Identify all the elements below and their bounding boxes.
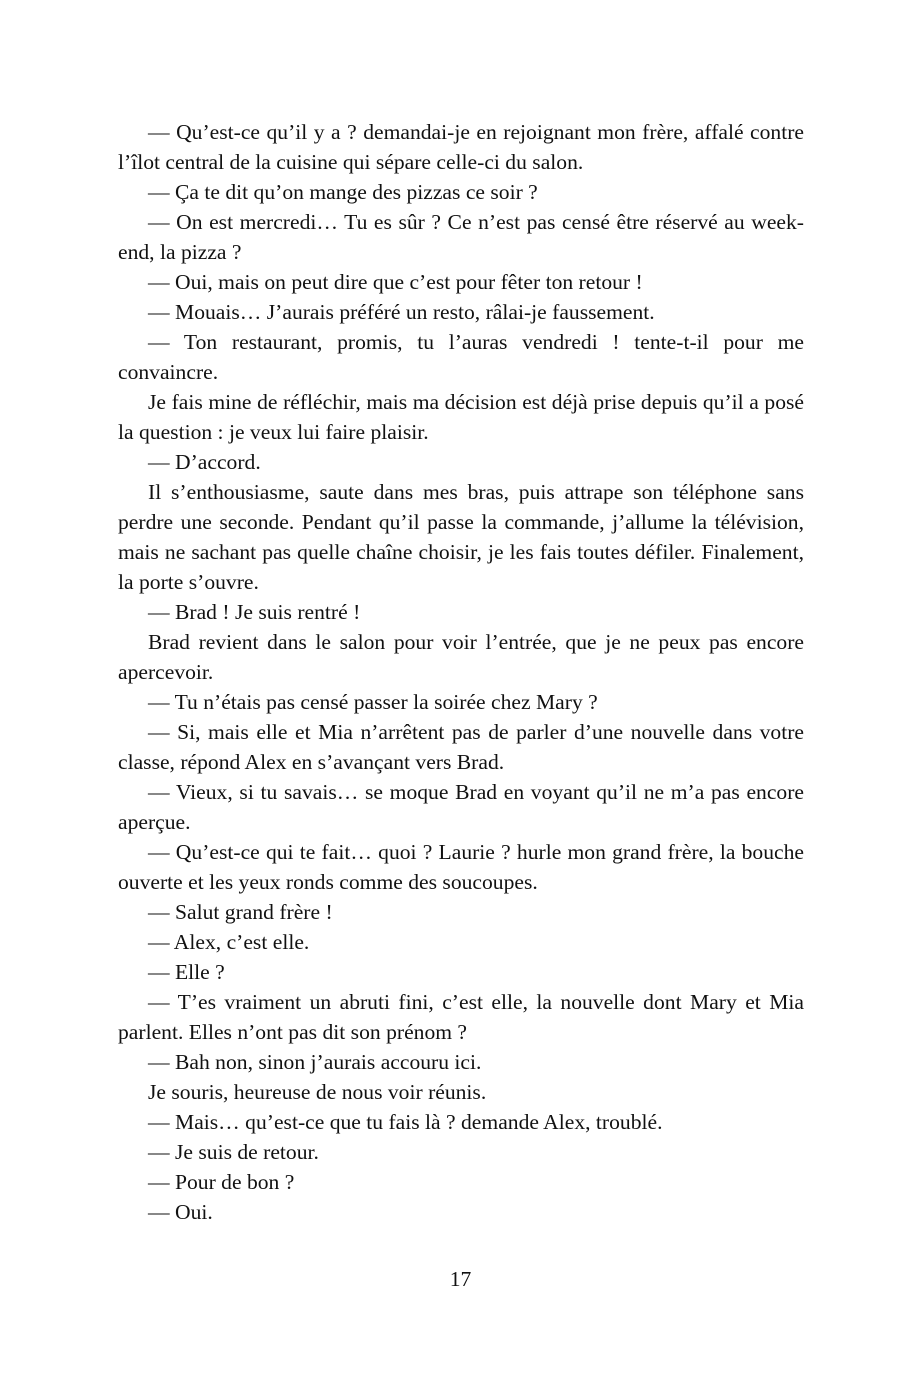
paragraph: — T’es vraiment un abruti fini, c’est elle, la nouvelle dont Mary et Mia parlent. Elles n’ont pas dit son prénom ? xyxy=(118,990,804,1044)
paragraph: — On est mercredi… Tu es sûr ? Ce n’est pas censé être réservé au week-end, la pizza ? xyxy=(118,210,804,264)
page-body xyxy=(118,117,804,1227)
paragraph: — Si, mais elle et Mia n’arrêtent pas de parler d’une nouvelle dans votre classe, répond Alex en s’avançant vers Brad. xyxy=(118,720,804,774)
paragraph: — Tu n’étais pas censé passer la soirée chez Mary ? xyxy=(148,690,598,714)
paragraph: Je souris, heureuse de nous voir réunis. xyxy=(148,1080,487,1104)
paragraph: — Alex, c’est elle. xyxy=(148,930,310,954)
page-number: 17 xyxy=(449,1267,472,1291)
paragraph: — Oui, mais on peut dire que c’est pour fêter ton retour ! xyxy=(148,270,643,294)
paragraph: — Brad ! Je suis rentré ! xyxy=(148,600,361,624)
paragraph: — Vieux, si tu savais… se moque Brad en voyant qu’il ne m’a pas encore aperçue. xyxy=(118,780,804,834)
paragraph: — Qu’est-ce qui te fait… quoi ? Laurie ? hurle mon grand frère, la bouche ouverte et les yeux ronds comme des soucoupes. xyxy=(118,840,804,894)
paragraph: — Mouais… J’aurais préféré un resto, râlai-je faussement. xyxy=(148,300,655,324)
paragraph: Brad revient dans le salon pour voir l’entrée, que je ne peux pas encore apercevoir. xyxy=(118,630,804,684)
paragraph: Je fais mine de réfléchir, mais ma décision est déjà prise depuis qu’il a posé la question : je veux lui faire plaisir. xyxy=(118,390,804,444)
paragraph: — Bah non, sinon j’aurais accouru ici. xyxy=(148,1050,482,1074)
paragraph: — Salut grand frère ! xyxy=(148,900,333,924)
paragraph: — Mais… qu’est-ce que tu fais là ? demande Alex, troublé. xyxy=(148,1110,663,1134)
paragraph: Il s’enthousiasme, saute dans mes bras, puis attrape son téléphone sans perdre une seconde. Pendant qu’il passe la commande, j’allume la télévision, mais ne sachant pas quelle chaîne choisir, je les fais toutes défiler. Finalement, la porte s’ouvre. xyxy=(118,480,804,594)
paragraph: — Qu’est-ce qu’il y a ? demandai-je en rejoignant mon frère, affalé contre l’îlot central de la cuisine qui sépare celle-ci du salon. xyxy=(118,120,804,174)
paragraph: — D’accord. xyxy=(148,450,261,474)
paragraph: — Je suis de retour. xyxy=(148,1140,319,1164)
paragraph: — Ça te dit qu’on mange des pizzas ce soir ? xyxy=(148,180,538,204)
paragraph: — Elle ? xyxy=(148,960,225,984)
paragraph: — Ton restaurant, promis, tu l’auras vendredi ! tente-t-il pour me convaincre. xyxy=(118,330,804,384)
paragraph: — Oui. xyxy=(148,1200,213,1224)
paragraph: — Pour de bon ? xyxy=(148,1170,295,1194)
